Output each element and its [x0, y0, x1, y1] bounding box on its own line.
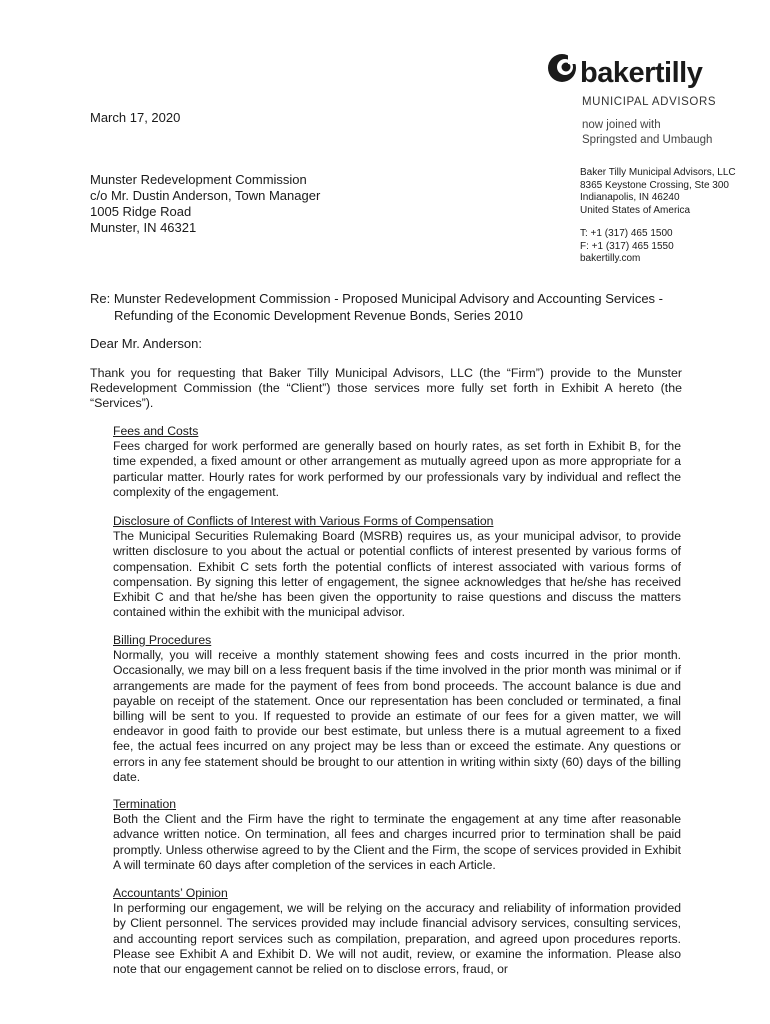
section-fees-and-costs — [113, 424, 681, 500]
letter-date: March 17, 2020 — [90, 110, 181, 125]
baker-tilly-mark-icon — [546, 52, 578, 84]
firm-website-link[interactable]: bakertilly.com — [580, 253, 641, 264]
logo-tagline-line1: now joined with — [582, 119, 661, 131]
recipient-line: Munster, IN 46321 — [90, 220, 197, 235]
logo-brand-text: bakertilly — [580, 57, 703, 89]
section-heading: Termination — [113, 797, 176, 811]
firm-address-line: United States of America — [580, 204, 691, 216]
firm-phone: T: +1 (317) 465 1500 — [580, 228, 673, 239]
firm-address — [580, 167, 736, 217]
salutation: Dear Mr. Anderson: — [90, 336, 202, 351]
section-body: In performing our engagement, we will be relying on the accuracy and reliability of information provided by Client personnel. The services provided may include financial advisory services, consulting services, and accounting report services such as compilation, preparation, and agreed upon procedures reports. Please see Exhibit A and Exhibit D. We will not audit, review, or examine the information. Please also note that our engagement cannot be relied on to disclose errors, fraud, or — [113, 901, 681, 977]
subject-line-1: Re: Munster Redevelopment Commission - Proposed Municipal Advisory and Accounting Services - — [90, 291, 663, 306]
recipient-address — [90, 172, 320, 236]
subject-line — [90, 291, 690, 324]
section-heading: Accountants’ Opinion — [113, 886, 228, 900]
recipient-line: Munster Redevelopment Commission — [90, 172, 307, 187]
section-termination — [113, 797, 681, 873]
firm-address-line: 8365 Keystone Crossing, Ste 300 — [580, 179, 729, 191]
section-heading: Disclosure of Conflicts of Interest with Various Forms of Compensation — [113, 514, 494, 528]
firm-address-line: Baker Tilly Municipal Advisors, LLC — [580, 167, 736, 178]
firm-address-line: Indianapolis, IN 46240 — [580, 192, 680, 203]
recipient-line: c/o Mr. Dustin Anderson, Town Manager — [90, 188, 321, 203]
intro-paragraph: Thank you for requesting that Baker Tilly Municipal Advisors, LLC (the “Firm”) provide to the Munster Redevelopment Commission (the “Client”) those services more fully set forth in Exhibit A hereto (the “Services”). — [90, 366, 682, 411]
section-accountants-opinion — [113, 886, 681, 977]
logo-tagline-line2: Springsted and Umbaugh — [582, 134, 713, 146]
section-heading: Fees and Costs — [113, 424, 199, 438]
subject-line-2: Refunding of the Economic Development Revenue Bonds, Series 2010 — [114, 307, 524, 323]
recipient-line: 1005 Ridge Road — [90, 204, 192, 219]
section-conflicts-of-interest — [113, 514, 681, 620]
logo-subtitle: MUNICIPAL ADVISORS — [582, 96, 717, 108]
section-billing-procedures — [113, 633, 681, 785]
logo-tagline — [582, 118, 712, 148]
section-body: Normally, you will receive a monthly statement showing fees and costs incurred in the prior month. Occasionally, we may bill on a less frequent basis if the time involved in the prior month was minimal or if arrangements are made for the payment of fees from bond proceeds. The account balance is due and payable on receipt of the statement. Once our representation has been concluded or terminated, a final billing will be sent to you. If requested to provide an estimate of our fees for a given matter, we will endeavor in good faith to provide our best estimate, but unless there is a mutual agreement to a fixed fee, the actual fees incurred on any project may be less than or exceed the estimate. Any questions or errors in any fee statement should be brought to our attention in writing within sixty (60) days of the billing date. — [113, 648, 681, 784]
firm-contact — [580, 228, 674, 266]
section-heading: Billing Procedures — [113, 633, 212, 647]
firm-fax: F: +1 (317) 465 1550 — [580, 240, 674, 252]
section-body: Both the Client and the Firm have the right to terminate the engagement at any time after reasonable advance written notice. On termination, all fees and charges incurred prior to termination shall be paid promptly. Unless otherwise agreed to by the Client and the Firm, the scope of services provided in Exhibit A will terminate 60 days after completion of the services in each Article. — [113, 812, 681, 872]
baker-tilly-logo — [546, 52, 726, 152]
section-body: The Municipal Securities Rulemaking Board (MSRB) requires us, as your municipal advisor, to provide written disclosure to you about the actual or potential conflicts of interest presented by various forms of compensation. Exhibit C sets forth the potential conflicts of interest associated with various forms of compensation. By signing this letter of engagement, the signee acknowledges that he/she has received Exhibit C and that he/she has been given the opportunity to raise questions and discuss the matters contained within the exhibit with the municipal advisor. — [113, 529, 681, 620]
section-body: Fees charged for work performed are generally based on hourly rates, as set forth in Exhibit B, for the time expended, a fixed amount or other arrangement as mutually agreed upon as more appropriate for a particular matter. Hourly rates for work performed by our professionals vary by individual and reflect the complexity of the engagement. — [113, 439, 681, 499]
